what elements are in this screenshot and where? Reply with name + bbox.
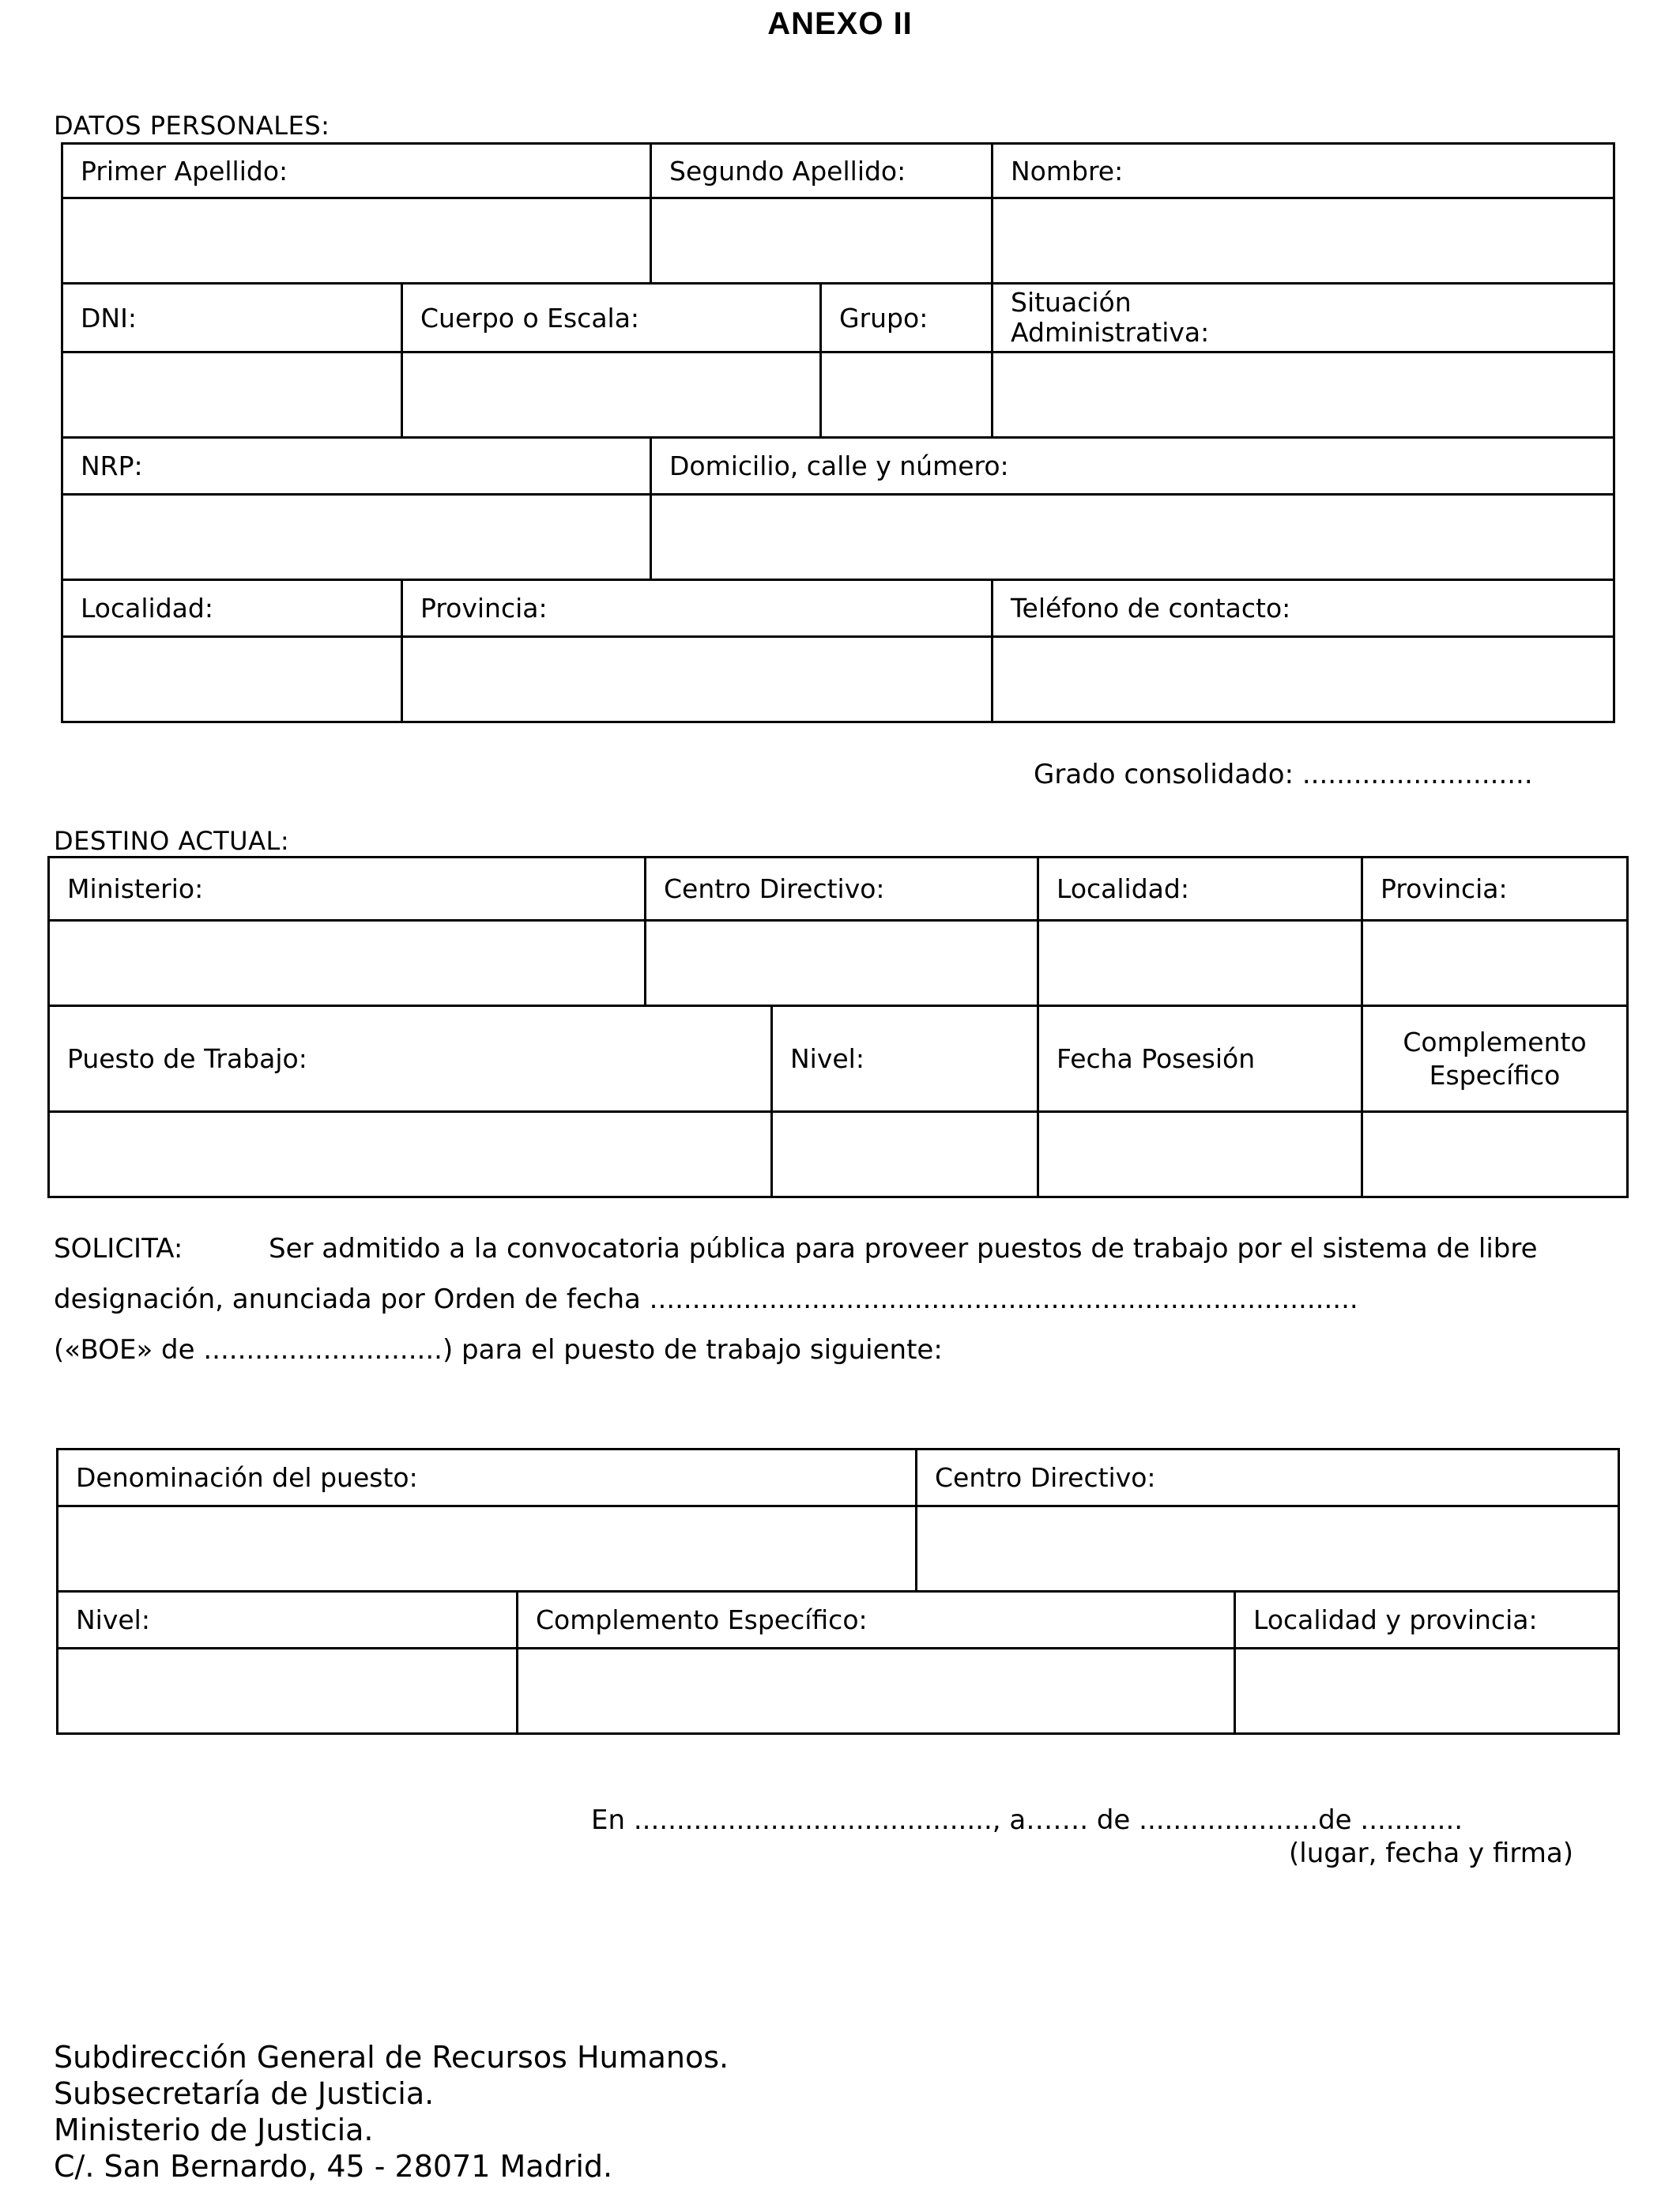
field-situacion-administrativa[interactable] xyxy=(993,352,1614,438)
field-domicilio[interactable] xyxy=(651,495,1614,580)
field-fecha-posesion[interactable] xyxy=(1038,1112,1362,1197)
section-heading-destino-actual: DESTINO ACTUAL: xyxy=(54,826,290,856)
field-telefono[interactable] xyxy=(993,637,1614,722)
field-grupo[interactable] xyxy=(821,352,993,438)
solicita-label: SOLICITA: xyxy=(54,1233,183,1265)
firma-note: (lugar, fecha y firma) xyxy=(1289,1838,1573,1869)
address-line-1: Subdirección General de Recursos Humanos. xyxy=(54,2040,729,2075)
label-situacion-administrativa: Situación Administrativa: xyxy=(993,284,1614,352)
page-title: ANEXO II xyxy=(767,6,913,41)
puesto-solicitado-table xyxy=(56,1448,1620,1735)
label-segundo-apellido: Segundo Apellido: xyxy=(651,144,993,198)
field-segundo-apellido[interactable] xyxy=(651,198,993,284)
address-line-2: Subsecretaría de Justicia. xyxy=(54,2076,435,2111)
address-block xyxy=(54,2039,729,2185)
label-localidad: Localidad: xyxy=(62,580,402,637)
label-denominacion-puesto: Denominación del puesto: xyxy=(58,1449,917,1506)
field-centro-directivo-puesto[interactable] xyxy=(917,1506,1619,1592)
label-dni: DNI: xyxy=(62,284,402,352)
label-provincia: Provincia: xyxy=(402,580,993,637)
solicita-line-3: («BOE» de ............................) para el puesto de trabajo siguiente: xyxy=(54,1334,943,1366)
field-nivel-destino[interactable] xyxy=(772,1112,1038,1197)
field-provincia-destino[interactable] xyxy=(1362,921,1628,1006)
label-provincia-destino: Provincia: xyxy=(1362,858,1628,921)
address-line-4: C/. San Bernardo, 45 - 28071 Madrid. xyxy=(54,2149,613,2184)
label-primer-apellido: Primer Apellido: xyxy=(62,144,651,198)
field-primer-apellido[interactable] xyxy=(62,198,651,284)
label-telefono: Teléfono de contacto: xyxy=(993,580,1614,637)
label-ministerio: Ministerio: xyxy=(49,858,646,921)
field-cuerpo-escala[interactable] xyxy=(402,352,821,438)
label-centro-directivo: Centro Directivo: xyxy=(646,858,1038,921)
field-provincia[interactable] xyxy=(402,637,993,722)
field-dni[interactable] xyxy=(62,352,402,438)
field-puesto-trabajo[interactable] xyxy=(49,1112,772,1197)
destino-actual-table xyxy=(47,856,1629,1198)
address-line-3: Ministerio de Justicia. xyxy=(54,2113,374,2147)
solicita-line-1: Ser admitido a la convocatoria pública para proveer puestos de trabajo por el sistema de libre xyxy=(269,1233,1538,1265)
field-denominacion-puesto[interactable] xyxy=(58,1506,917,1592)
solicita-line-2: designación, anunciada por Orden de fecha ................................................................................... xyxy=(54,1284,1358,1315)
label-complemento-especifico-puesto: Complemento Específico: xyxy=(518,1592,1235,1649)
field-nrp[interactable] xyxy=(62,495,651,580)
field-complemento-especifico-destino[interactable] xyxy=(1362,1112,1628,1197)
label-centro-directivo-puesto: Centro Directivo: xyxy=(917,1449,1619,1506)
field-nivel-puesto[interactable] xyxy=(58,1649,518,1734)
label-fecha-posesion: Fecha Posesión xyxy=(1038,1006,1362,1112)
label-nombre: Nombre: xyxy=(993,144,1614,198)
personal-data-table xyxy=(61,142,1615,723)
label-localidad-destino: Localidad: xyxy=(1038,858,1362,921)
grado-consolidado: Grado consolidado: ........................... xyxy=(1034,759,1533,790)
field-complemento-especifico-puesto[interactable] xyxy=(518,1649,1235,1734)
label-complemento-especifico-destino: Complemento Específico xyxy=(1362,1006,1628,1112)
section-heading-datos-personales: DATOS PERSONALES: xyxy=(54,111,330,141)
label-nrp: NRP: xyxy=(62,438,651,495)
field-localidad-destino[interactable] xyxy=(1038,921,1362,1006)
label-nivel-destino: Nivel: xyxy=(772,1006,1038,1112)
firma-line: En .........................................., a……. de .....................de ............ xyxy=(591,1804,1463,1836)
label-puesto-trabajo: Puesto de Trabajo: xyxy=(49,1006,772,1112)
field-localidad[interactable] xyxy=(62,637,402,722)
field-ministerio[interactable] xyxy=(49,921,646,1006)
field-nombre[interactable] xyxy=(993,198,1614,284)
label-domicilio: Domicilio, calle y número: xyxy=(651,438,1614,495)
label-nivel-puesto: Nivel: xyxy=(58,1592,518,1649)
field-localidad-provincia[interactable] xyxy=(1235,1649,1619,1734)
label-grupo: Grupo: xyxy=(821,284,993,352)
field-centro-directivo[interactable] xyxy=(646,921,1038,1006)
label-localidad-provincia: Localidad y provincia: xyxy=(1235,1592,1619,1649)
label-cuerpo-escala: Cuerpo o Escala: xyxy=(402,284,821,352)
